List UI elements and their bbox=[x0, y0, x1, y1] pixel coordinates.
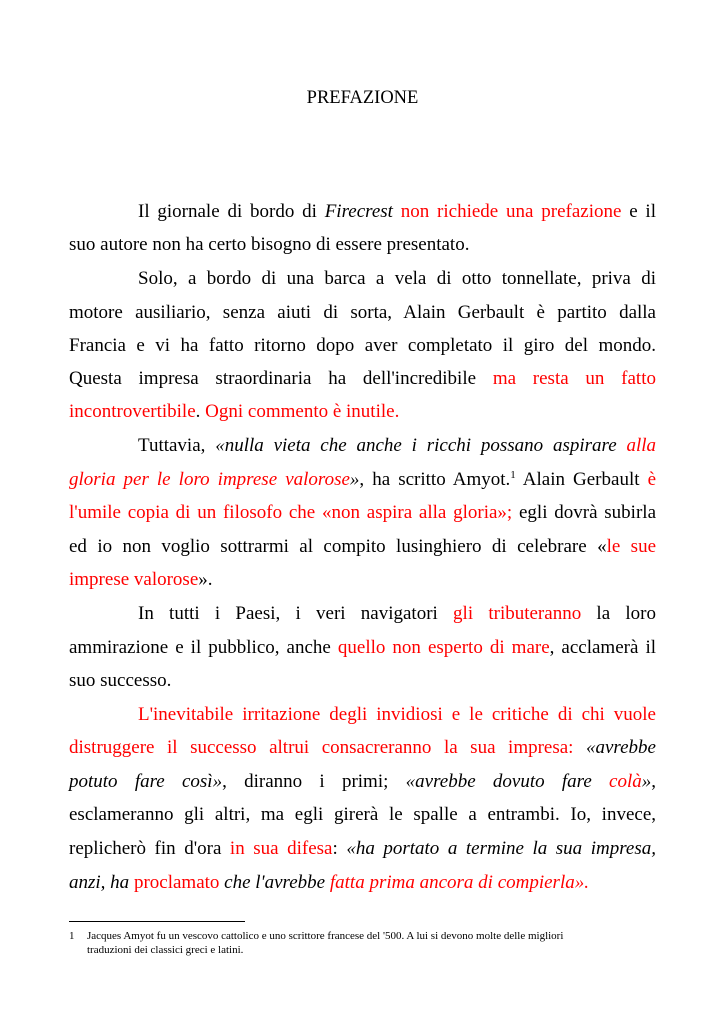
text-run: In tutti i Paesi, i veri navigatori bbox=[138, 603, 454, 624]
text-run: e il bbox=[621, 201, 656, 222]
text-run: egli dovrà subirla bbox=[512, 502, 656, 523]
text-run: che l'avrebbe bbox=[219, 872, 330, 893]
text-run: ». bbox=[198, 569, 213, 590]
text-run: le sue bbox=[606, 536, 657, 557]
text-run: Alain Gerbault bbox=[515, 469, 648, 490]
text-run: » bbox=[349, 469, 360, 490]
text-run: «nulla vieta che anche i ricchi possano aspirare bbox=[215, 435, 627, 456]
footnote-number: 1 bbox=[69, 930, 75, 942]
text-run: potuto fare così» bbox=[69, 771, 223, 792]
text-run: in sua difesa bbox=[229, 838, 333, 859]
text-line bbox=[138, 434, 656, 458]
text-run: Questa impresa straordinaria ha dell'incredibile bbox=[69, 368, 493, 389]
text-run: alla bbox=[626, 435, 656, 456]
text-run: suo autore non ha certo bisogno di essere presentato. bbox=[69, 234, 470, 255]
text-line bbox=[69, 568, 656, 592]
text-line bbox=[69, 400, 656, 424]
text-run: Il giornale di bordo di bbox=[138, 201, 325, 222]
text-run: ammirazione e il pubblico, anche bbox=[69, 637, 338, 658]
text-run: . bbox=[195, 401, 206, 422]
text-run: esclameranno gli altri, ma egli girerà le spalle a entrambi. Io, invece, bbox=[69, 804, 656, 825]
text-run: ed io non voglio sottrarmi al compito lusinghiero di celebrare « bbox=[69, 536, 607, 557]
text-line bbox=[69, 334, 656, 358]
text-run: Ogni commento è inutile. bbox=[205, 401, 400, 422]
text-run: gli tributeranno bbox=[453, 603, 582, 624]
text-line bbox=[138, 200, 656, 224]
text-run: , ha scritto Amyot. bbox=[359, 469, 511, 490]
text-run: Tuttavia, bbox=[138, 435, 216, 456]
text-run: , diranno i primi; bbox=[222, 771, 406, 792]
text-run: Francia e vi ha fatto ritorno dopo aver completato il giro del mondo. bbox=[69, 335, 656, 356]
text-run: non richiede una prefazione bbox=[400, 201, 622, 222]
text-run: distruggere il successo altrui consacreranno la sua impresa: bbox=[69, 737, 574, 758]
text-line bbox=[138, 602, 656, 626]
text-line bbox=[138, 267, 656, 291]
text-line bbox=[69, 301, 656, 325]
text-run: : bbox=[332, 838, 347, 859]
text-run: replicherò fin d'ora bbox=[69, 838, 230, 859]
text-run: «avrebbe bbox=[586, 737, 656, 758]
text-run bbox=[393, 201, 401, 222]
text-line bbox=[69, 871, 656, 895]
text-run: Firecrest bbox=[324, 201, 393, 222]
text-run: quello non esperto di mare bbox=[337, 637, 550, 658]
text-run: la loro bbox=[581, 603, 656, 624]
text-run: «ha portato a termine la sua impresa, bbox=[346, 838, 656, 859]
text-line bbox=[69, 233, 656, 257]
text-run bbox=[573, 737, 586, 758]
text-run: suo successo. bbox=[69, 670, 172, 691]
text-line bbox=[69, 770, 656, 794]
text-run: proclamato bbox=[133, 872, 220, 893]
text-line bbox=[69, 837, 656, 861]
text-run: fatta prima ancora di compierla». bbox=[329, 872, 589, 893]
text-run: , bbox=[651, 771, 656, 792]
text-run: incontrovertibile bbox=[69, 401, 196, 422]
text-run: L'inevitabile irritazione degli invidiosi e le critiche di chi vuole bbox=[138, 704, 656, 725]
text-line bbox=[69, 803, 656, 827]
text-line bbox=[69, 367, 656, 391]
page-title: PREFAZIONE bbox=[306, 88, 419, 108]
text-line bbox=[138, 703, 656, 727]
text-run: colà bbox=[609, 771, 642, 792]
text-line bbox=[69, 636, 656, 660]
text-run: gloria per le loro imprese valorose bbox=[69, 469, 350, 490]
footnote-ref: 1 bbox=[510, 469, 516, 481]
text-run: motore ausiliario, senza aiuti di sorta, Alain Gerbault è partito dalla bbox=[69, 302, 656, 323]
text-line bbox=[69, 669, 656, 693]
text-line bbox=[69, 535, 656, 559]
text-run: «avrebbe dovuto fare bbox=[405, 771, 610, 792]
text-run: imprese valorose bbox=[69, 569, 199, 590]
text-run: ma resta un fatto bbox=[492, 368, 656, 389]
text-run: è bbox=[647, 469, 656, 490]
footnote-text: traduzioni dei classici greci e latini. bbox=[87, 944, 244, 956]
text-run: l'umile copia di un filosofo che «non aspira alla gloria»; bbox=[69, 502, 513, 523]
text-line bbox=[69, 501, 656, 525]
footnote-text: Jacques Amyot fu un vescovo cattolico e uno scrittore francese del '500. A lui si devono molte delle migliori bbox=[87, 930, 564, 942]
text-run: Solo, a bordo di una barca a vela di otto tonnellate, priva di bbox=[138, 268, 656, 289]
text-line bbox=[69, 468, 656, 492]
text-run: » bbox=[641, 771, 652, 792]
text-run: , acclamerà il bbox=[549, 637, 656, 658]
text-run: anzi, ha bbox=[69, 872, 134, 893]
text-line bbox=[69, 736, 656, 760]
footnote-separator bbox=[69, 921, 245, 922]
